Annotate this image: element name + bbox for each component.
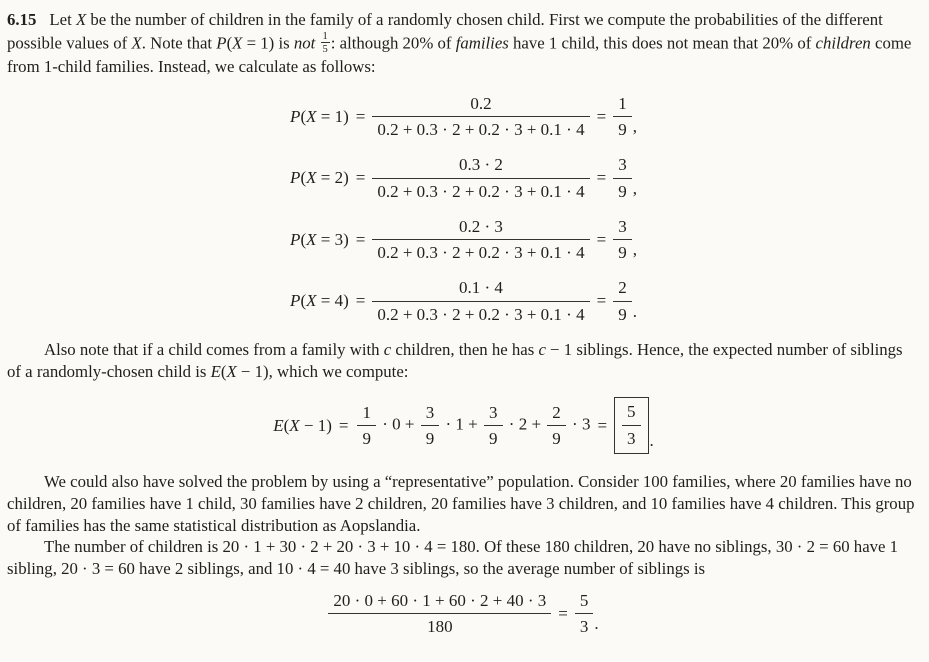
math-variable-x: X bbox=[306, 168, 317, 188]
fraction-denominator: 0.2 + 0.3 · 2 + 0.2 · 3 + 0.1 · 4 bbox=[377, 120, 585, 139]
multiplier: 1 bbox=[455, 414, 464, 434]
equals-sign: = bbox=[558, 604, 568, 624]
equation-lhs bbox=[290, 167, 349, 188]
result-fraction bbox=[613, 216, 632, 264]
text-run: . Note that bbox=[141, 33, 217, 53]
fraction-denominator: 9 bbox=[362, 429, 371, 449]
fraction-numerator: 0.2 · 3 bbox=[372, 216, 589, 240]
math-function-p: P bbox=[290, 291, 301, 311]
fraction-numerator: 0.2 bbox=[372, 93, 589, 117]
paren: ( bbox=[220, 361, 227, 381]
fraction-denominator: 9 bbox=[552, 429, 561, 449]
children-count-paragraph bbox=[7, 536, 920, 580]
paren: ( bbox=[226, 33, 233, 53]
math-function-p: P bbox=[216, 33, 227, 53]
fraction-denominator: 9 bbox=[425, 429, 435, 449]
text-run: We could also have solved the problem by using a “representative” population. Consider 100 families, where 20 families have no children, 20 families have 1 child, 30 families have 2 children, 20 families have 3 children, and 10 families have 4 children. This group of families has the same statistical distribution as Aopslandia. bbox=[7, 471, 915, 535]
probability-fraction bbox=[372, 216, 589, 264]
result-fraction bbox=[613, 93, 632, 141]
fraction-denominator: 9 bbox=[618, 181, 627, 201]
text-run: is bbox=[274, 33, 294, 53]
math-variable-c: c bbox=[383, 339, 392, 359]
probability-equation-x2 bbox=[7, 154, 920, 202]
math-arg: = 2) bbox=[316, 168, 349, 188]
equals-sign: = bbox=[597, 416, 608, 436]
punctuation: . bbox=[594, 614, 599, 634]
fraction-denominator: 9 bbox=[618, 120, 627, 139]
fraction-numerator: 20 · 0 + 60 · 1 + 60 · 2 + 40 · 3 bbox=[328, 590, 551, 614]
fraction-numerator: 2 bbox=[547, 402, 566, 426]
result-fraction bbox=[575, 590, 594, 638]
equation-lhs bbox=[290, 106, 349, 127]
equals-sign: = bbox=[355, 291, 366, 311]
plus-operator: + bbox=[527, 414, 546, 434]
math-variable-c: c bbox=[538, 339, 546, 359]
plus-operator: + bbox=[400, 414, 419, 434]
fraction-denominator: 3 bbox=[579, 617, 589, 637]
paren: ( bbox=[300, 291, 307, 311]
text-run: Let bbox=[49, 10, 76, 29]
dot-operator: · bbox=[504, 414, 519, 434]
math-function-p: P bbox=[290, 229, 301, 249]
math-function-p: P bbox=[290, 106, 301, 126]
fraction-numerator: 3 bbox=[484, 402, 503, 426]
plus-operator: + bbox=[463, 414, 483, 434]
text-run: children, then he has bbox=[391, 339, 539, 359]
fraction-denominator: 5 bbox=[322, 44, 328, 56]
math-variable-x: X bbox=[306, 291, 317, 311]
text-run: have 1 child, this does not mean that 20% of bbox=[508, 33, 816, 53]
fraction-numerator: 1 bbox=[613, 93, 632, 117]
term-fraction bbox=[357, 402, 376, 450]
math-variable-x: X bbox=[75, 10, 87, 29]
fraction-numerator: 1 bbox=[322, 30, 328, 42]
boxed-answer bbox=[614, 397, 649, 454]
problem-statement-paragraph bbox=[7, 9, 920, 78]
math-arg: − 1) bbox=[299, 416, 332, 436]
average-siblings-equation bbox=[7, 590, 920, 638]
fraction-denominator: 0.2 + 0.3 · 2 + 0.2 · 3 + 0.1 · 4 bbox=[377, 243, 585, 262]
math-arg: = 3) bbox=[316, 229, 349, 249]
equals-sign: = bbox=[596, 291, 607, 311]
probability-equation-x4 bbox=[7, 277, 920, 325]
fraction-numerator: 3 bbox=[421, 402, 440, 426]
equation-lhs bbox=[290, 229, 349, 250]
equation-lhs bbox=[273, 415, 332, 436]
expected-value-equation bbox=[7, 397, 920, 454]
math-variable-x: X bbox=[226, 361, 237, 381]
math-arg: − 1) bbox=[236, 361, 269, 381]
math-arg: = 1) bbox=[242, 33, 275, 53]
math-variable-x: X bbox=[289, 416, 300, 436]
punctuation: , bbox=[632, 240, 637, 259]
multiplier: 2 bbox=[518, 414, 528, 434]
result-fraction bbox=[613, 277, 632, 325]
fraction-numerator: 2 bbox=[613, 277, 632, 301]
dot-operator: · bbox=[441, 414, 456, 434]
average-fraction bbox=[328, 590, 551, 638]
probability-equation-x3 bbox=[7, 216, 920, 264]
inline-fraction-one-fifth bbox=[321, 31, 330, 56]
text-run: Also note that if a child comes from a family with bbox=[44, 339, 384, 359]
math-function-e: E bbox=[210, 361, 221, 381]
problem-number: 6.15 bbox=[7, 10, 37, 29]
fraction-denominator: 9 bbox=[618, 243, 627, 262]
fraction-denominator: 3 bbox=[627, 428, 636, 448]
equals-sign: = bbox=[596, 106, 607, 126]
fraction-numerator: 0.1 · 4 bbox=[372, 277, 589, 301]
fraction-denominator: 180 bbox=[427, 617, 453, 637]
text-run: The number of children is 20 · 1 + 30 · 2 + 20 · 3 + 10 · 4 = 180. Of these 180 children, 20 have no siblings, 30 · 2 = 60 have 1 sibling, 20 · 3 = 60 have 2 siblings, and 10 · 4 = 40 have 3 siblings, so the average number of siblings is bbox=[7, 537, 899, 579]
equals-sign: = bbox=[355, 168, 366, 188]
fraction-numerator: 5 bbox=[575, 590, 594, 614]
dot-operator: · bbox=[377, 414, 393, 434]
multiplier: 3 bbox=[581, 414, 591, 434]
punctuation: , bbox=[632, 117, 637, 136]
answer-fraction bbox=[622, 401, 641, 449]
expectation-expression bbox=[355, 402, 590, 450]
paren: ( bbox=[283, 416, 290, 436]
fraction-numerator: 3 bbox=[613, 154, 632, 178]
text-run: , which we compute: bbox=[268, 361, 409, 381]
multiplier: 0 bbox=[392, 414, 401, 434]
math-variable-x: X bbox=[232, 33, 243, 53]
emphasis-word: children bbox=[815, 33, 871, 53]
probability-equation-x1 bbox=[7, 93, 920, 141]
paren: ( bbox=[300, 106, 307, 126]
paren: ( bbox=[300, 229, 307, 249]
math-arg: = 1) bbox=[316, 106, 349, 126]
fraction-numerator: 0.3 · 2 bbox=[372, 154, 589, 178]
math-variable-x: X bbox=[131, 33, 142, 53]
fraction-denominator: 9 bbox=[489, 429, 498, 449]
text-run: : although 20% of bbox=[330, 33, 456, 53]
text-run: be the number of children in the family of a randomly chosen child. First we compute the probabilities of the different possible values of bbox=[7, 10, 883, 53]
text-run: − 1 siblings. Hence, the expected number of siblings of a randomly-chosen child is bbox=[7, 339, 903, 381]
result-fraction bbox=[613, 154, 632, 202]
fraction-numerator: 5 bbox=[622, 401, 641, 425]
math-variable-x: X bbox=[306, 106, 317, 126]
punctuation: . bbox=[632, 301, 637, 321]
fraction-numerator: 3 bbox=[613, 216, 632, 240]
term-fraction bbox=[547, 402, 566, 450]
dot-operator: · bbox=[567, 414, 582, 434]
probability-fraction bbox=[372, 93, 589, 141]
math-function-e: E bbox=[273, 416, 284, 436]
equals-sign: = bbox=[338, 416, 349, 436]
equals-sign: = bbox=[596, 168, 607, 188]
math-function-p: P bbox=[290, 168, 301, 188]
term-fraction bbox=[421, 402, 440, 450]
fraction-numerator: 1 bbox=[357, 402, 376, 426]
equals-sign: = bbox=[596, 229, 607, 249]
math-variable-x: X bbox=[306, 229, 317, 249]
math-arg: = 4) bbox=[316, 291, 349, 311]
fraction-denominator: 9 bbox=[618, 304, 627, 324]
paren: ( bbox=[300, 168, 307, 188]
fraction-denominator: 0.2 + 0.3 · 2 + 0.2 · 3 + 0.1 · 4 bbox=[377, 181, 585, 201]
punctuation: . bbox=[649, 430, 654, 450]
probability-fraction bbox=[372, 154, 589, 202]
siblings-paragraph bbox=[7, 339, 920, 383]
text-run: come from 1-child families. Instead, we calculate as follows: bbox=[7, 33, 912, 76]
emphasis-word: families bbox=[455, 33, 509, 53]
equals-sign: = bbox=[355, 229, 366, 249]
equation-lhs bbox=[290, 290, 349, 311]
probability-fraction bbox=[372, 277, 589, 325]
emphasis-word: not bbox=[293, 33, 316, 53]
fraction-denominator: 0.2 + 0.3 · 2 + 0.2 · 3 + 0.1 · 4 bbox=[377, 304, 585, 324]
probability-equations-block bbox=[7, 93, 920, 325]
punctuation: , bbox=[632, 178, 637, 198]
equals-sign: = bbox=[355, 106, 366, 126]
term-fraction bbox=[484, 402, 503, 450]
representative-population-paragraph bbox=[7, 471, 920, 536]
